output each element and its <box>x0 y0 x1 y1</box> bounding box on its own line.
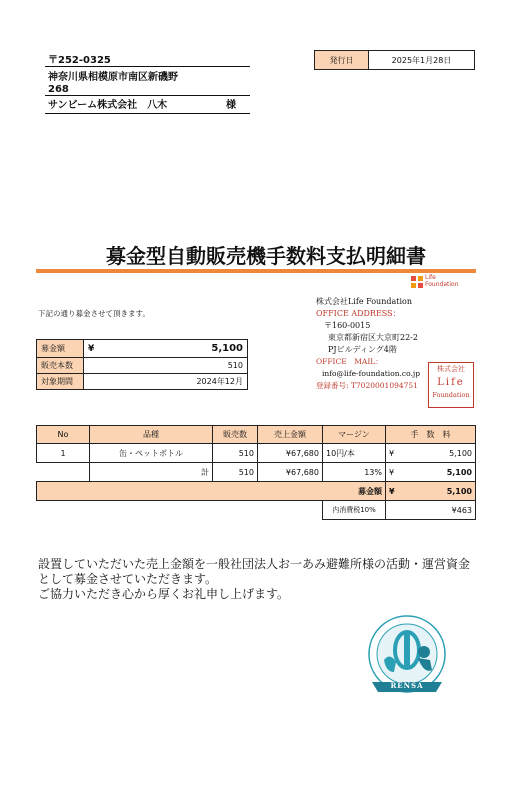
issuer-mail-label: OFFICE MAIL： <box>316 357 383 366</box>
total-margin: 13% <box>323 463 386 482</box>
cell-sales: ¥67,680 <box>258 444 323 463</box>
cell-item: 缶・ペットボトル <box>90 444 213 463</box>
issuer-email: info@life-foundation.co.jp <box>322 369 421 378</box>
recipient-divider <box>45 113 250 114</box>
recipient-postal: 〒252-0325 <box>48 55 111 66</box>
total-fee-currency: ¥ <box>386 463 407 482</box>
total-label: 計 <box>90 463 213 482</box>
summary-value: 5,100 <box>118 340 247 358</box>
cell-fee-currency: ¥ <box>386 444 407 463</box>
col-header: 売上金額 <box>258 426 323 444</box>
total-fee: 5,100 <box>406 463 476 482</box>
cell-fee: 5,100 <box>406 444 476 463</box>
cell-qty: 510 <box>213 444 258 463</box>
logo-text-line1: Life <box>425 274 436 281</box>
document-title: 募金型自動販売機手数料支払明細書 <box>106 244 426 268</box>
logo-text-line2: Foundation <box>425 281 459 288</box>
summary-label: 対象期間 <box>37 374 84 390</box>
summary-table <box>36 339 248 390</box>
recipient-divider <box>45 95 250 96</box>
donation-value: 5,100 <box>406 482 476 501</box>
fee-table <box>36 425 476 520</box>
rensa-emblem-icon <box>362 612 452 708</box>
emblem-text: RENSA <box>390 681 424 690</box>
issuer-postal: 〒160-0015 <box>324 321 371 330</box>
summary-currency: ¥ <box>84 340 119 358</box>
recipient-address1: 神奈川県相模原市南区新磯野 <box>48 72 178 83</box>
recipient-divider <box>45 66 250 67</box>
seal-text-line1: 株式会社 <box>437 365 465 373</box>
summary-currency <box>84 358 119 374</box>
summary-value: 2024年12月 <box>118 374 247 390</box>
summary-label: 販売本数 <box>37 358 84 374</box>
recipient-company: サンビーム株式会社 八木 <box>48 100 168 111</box>
issuer-office-label: OFFICE ADDRESS： <box>316 309 401 318</box>
summary-currency <box>84 374 119 390</box>
issuer-building: PJビルディング4階 <box>328 345 397 354</box>
issuer-registration: 登録番号: T7020001094751 <box>316 381 418 390</box>
intro-text: 下記の通り募金させて頂きます。 <box>38 309 150 318</box>
col-header: 販売数 <box>213 426 258 444</box>
issue-date-value: 2025年1月28日 <box>369 51 475 70</box>
cell-no: 1 <box>37 444 90 463</box>
total-sales: ¥67,680 <box>258 463 323 482</box>
table-row <box>37 444 476 463</box>
issue-date-box <box>314 50 475 70</box>
table-header <box>37 426 476 444</box>
tax-label: 内消費税10% <box>323 501 386 520</box>
title-underline <box>36 269 476 273</box>
tax-row <box>37 501 476 520</box>
col-header: 品種 <box>90 426 213 444</box>
seal-text-line3: Foundation <box>432 391 470 399</box>
recipient-address2: 268 <box>48 84 69 95</box>
cell-margin: 10円/本 <box>323 444 386 463</box>
donation-currency: ¥ <box>386 482 407 501</box>
table-total-row <box>37 463 476 482</box>
summary-value: 510 <box>118 358 247 374</box>
company-seal-icon <box>428 362 474 408</box>
tax-value: ¥463 <box>386 501 476 520</box>
issue-date-label: 発行日 <box>315 51 369 70</box>
col-header: 手 数 料 <box>386 426 476 444</box>
col-header: No <box>37 426 90 444</box>
issuer-block <box>316 296 420 392</box>
life-foundation-logo <box>410 274 459 293</box>
donation-label: 募金額 <box>37 482 386 501</box>
summary-row <box>37 340 248 358</box>
col-header: マージン <box>323 426 386 444</box>
donation-row <box>37 482 476 501</box>
issuer-address: 東京都新宿区大京町22-2 <box>328 333 418 342</box>
recipient-honorific: 様 <box>226 100 236 111</box>
total-qty: 510 <box>213 463 258 482</box>
seal-text-line2: Life <box>437 377 465 388</box>
summary-label: 募金額 <box>37 340 84 358</box>
flower-icon <box>410 275 424 289</box>
issuer-name: 株式会社Life Foundation <box>316 297 412 306</box>
summary-row <box>37 358 248 374</box>
summary-row <box>37 374 248 390</box>
thank-you-message: 設置していただいた売上金額を一般社団法人お一あみ避難所様の活動・運営資金として募金させていただきます。 ご協力いただき心から厚くお礼申し上げます。 <box>38 557 471 601</box>
